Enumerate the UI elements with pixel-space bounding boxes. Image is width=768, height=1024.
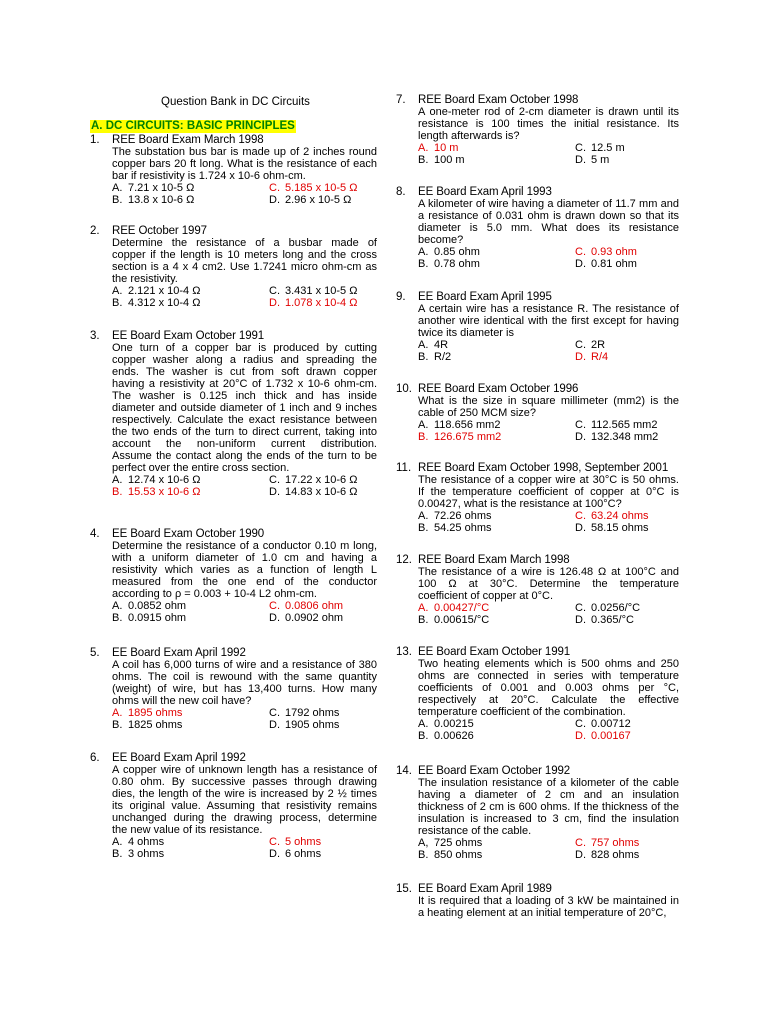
question-source: REE Board Exam March 1998 — [418, 554, 570, 566]
question-text-line: its original value. Assuming that resistivity remains — [112, 800, 377, 812]
answer-option — [418, 154, 465, 166]
answer-option — [112, 612, 186, 624]
option-letter: D. — [575, 258, 586, 270]
option-text: R/4 — [591, 351, 609, 363]
option-letter: C. — [269, 836, 280, 848]
option-text: 72.26 ohms — [434, 510, 492, 522]
option-letter: A. — [112, 600, 123, 612]
option-letter: A. — [112, 836, 123, 848]
answer-option — [269, 194, 351, 206]
question-text-line: cable of 250 MCM size? — [418, 407, 536, 419]
question-text-line: become? — [418, 234, 464, 246]
option-letter: D. — [575, 154, 586, 166]
option-text: 1825 ohms — [128, 719, 183, 731]
question-text-line: copper washer along a radius and spreading the — [112, 354, 377, 366]
option-text: 4R — [434, 339, 449, 351]
question-text-line: length afterwards is? — [418, 130, 520, 142]
answer-option — [575, 351, 608, 363]
question-source: EE Board Exam April 1993 — [418, 186, 552, 198]
answer-option — [418, 419, 500, 431]
answer-option — [112, 836, 164, 848]
option-letter: B. — [112, 297, 123, 309]
question-text-line: unchanged during the drawing process, determine — [112, 812, 377, 824]
option-letter: D. — [269, 612, 280, 624]
answer-option — [418, 614, 489, 626]
option-letter: D. — [269, 848, 280, 860]
answer-option — [269, 474, 357, 486]
option-text: 0.85 ohm — [434, 246, 480, 258]
question-text-line: another wire identical with the first except for having — [418, 315, 679, 327]
answer-option — [418, 142, 458, 154]
option-text: 1895 ohms — [128, 707, 183, 719]
option-text: 0.00626 — [434, 730, 474, 742]
answer-option — [112, 285, 200, 297]
question-text-line: The resistance of a copper wire at 30°C is 50 ohms. — [418, 474, 679, 486]
option-text: 0.00427/°C — [434, 602, 490, 614]
question-number: 7. — [396, 94, 406, 106]
option-text: 118.656 mm2 — [434, 419, 501, 431]
answer-option — [269, 836, 321, 848]
option-text: 2.121 x 10-4 Ω — [128, 285, 201, 297]
option-letter: D. — [269, 719, 280, 731]
option-text: 3 ohms — [128, 848, 165, 860]
answer-option — [575, 718, 631, 730]
answer-option — [418, 246, 480, 258]
question-text-line: A kilometer of wire having a diameter of 11.7 mm and — [418, 198, 679, 210]
answer-option — [112, 474, 200, 486]
question-text-line: 100 Ω at 30°C. Determine the temperature — [418, 578, 679, 590]
option-text: 1792 ohms — [285, 707, 340, 719]
option-letter: C. — [575, 246, 586, 258]
answer-option — [112, 182, 194, 194]
question-text-line: A coil has 6,000 turns of wire and a resistance of 380 — [112, 659, 377, 671]
document-title: Question Bank in DC Circuits — [161, 96, 310, 108]
option-letter: D. — [269, 194, 280, 206]
option-text: 63.24 ohms — [591, 510, 649, 522]
option-text: 17.22 x 10-6 Ω — [285, 474, 358, 486]
question-text-line: (weight) of wire, but has 13,400 turns. How many — [112, 683, 377, 695]
answer-option — [575, 154, 609, 166]
option-text: 5 m — [591, 154, 610, 166]
answer-option — [112, 194, 194, 206]
option-letter: C. — [575, 510, 586, 522]
option-text: 757 ohms — [591, 837, 640, 849]
answer-option — [269, 719, 339, 731]
option-text: 6 ohms — [285, 848, 322, 860]
question-text-line: It is required that a loading of 3 kW be maintained in — [418, 895, 679, 907]
option-text: 5 ohms — [285, 836, 322, 848]
option-letter: C. — [575, 837, 586, 849]
option-text: 100 m — [434, 154, 465, 166]
answer-option — [112, 848, 164, 860]
question-number: 5. — [90, 647, 100, 659]
question-text-line: The washer is 0.125 inch thick and has inside — [112, 390, 377, 402]
question-text-line: the two ends of the turn to direct current, taking into — [112, 426, 377, 438]
question-source: EE Board Exam October 1992 — [418, 765, 571, 777]
option-letter: D. — [575, 614, 586, 626]
question-source: REE Board Exam October 1996 — [418, 383, 579, 395]
option-text: 0.00215 — [434, 718, 474, 730]
question-text-line: dies, the length of the wire is increased by 2 ½ times — [112, 788, 377, 800]
answer-option — [269, 297, 357, 309]
answer-option — [112, 707, 182, 719]
question-text-line: A one-meter rod of 2-cm diameter is drawn until its — [418, 106, 679, 118]
option-text: 0.00167 — [591, 730, 631, 742]
option-text: 725 ohms — [434, 837, 483, 849]
option-letter: B. — [112, 486, 123, 498]
question-source: EE Board Exam April 1989 — [418, 883, 552, 895]
answer-option — [575, 142, 625, 154]
option-letter: A. — [112, 285, 123, 297]
option-text: 15.53 x 10-6 Ω — [128, 486, 201, 498]
question-text-line: A copper wire of unknown length has a resistance of — [112, 764, 377, 776]
answer-option — [418, 837, 482, 849]
option-letter: B. — [418, 849, 429, 861]
question-text-line: copper if the length is 10 meters long and the cross — [112, 249, 377, 261]
option-letter: A. — [112, 182, 123, 194]
question-text-line: resistance is 100 times the initial resistance. Its — [418, 118, 679, 130]
question-text-line: The resistance of a wire is 126.48 Ω at 100°C and — [418, 566, 679, 578]
answer-option — [112, 297, 200, 309]
question-number: 13. — [396, 646, 412, 658]
option-letter: B. — [112, 612, 123, 624]
option-text: 0.93 ohm — [591, 246, 637, 258]
answer-option — [418, 718, 474, 730]
question-text-line: account the non-uniform current distribution. — [112, 438, 377, 450]
question-text-line: 0.80 ohm. By successive passes through drawing — [112, 776, 377, 788]
option-letter: B. — [418, 351, 429, 363]
question-text-line: perfect over the entire cross section. — [112, 462, 290, 474]
option-letter: C. — [575, 419, 586, 431]
option-letter: C. — [269, 600, 280, 612]
question-text-line: A certain wire has a resistance R. The resistance of — [418, 303, 679, 315]
answer-option — [575, 258, 637, 270]
question-source: EE Board Exam April 1995 — [418, 291, 552, 303]
option-letter: A. — [418, 142, 429, 154]
option-text: 1905 ohms — [285, 719, 340, 731]
question-source: REE Board Exam October 1998 — [418, 94, 579, 106]
question-text-line: resistance of the cable. — [418, 825, 532, 837]
question-text-line: twice its diameter is — [418, 327, 514, 339]
option-text: 4 ohms — [128, 836, 165, 848]
question-text-line: The substation bus bar is made up of 2 inches round — [112, 146, 377, 158]
question-number: 8. — [396, 186, 406, 198]
question-text-line: a heating element at an initial temperature of 20°C, — [418, 907, 667, 919]
answer-option — [575, 339, 605, 351]
option-text: 1.078 x 10-4 Ω — [285, 297, 358, 309]
question-source: REE October 1997 — [112, 225, 207, 237]
answer-option — [418, 522, 491, 534]
answer-option — [418, 258, 480, 270]
option-text: 828 ohms — [591, 849, 640, 861]
option-letter: A. — [418, 510, 429, 522]
option-text: 54.25 ohms — [434, 522, 492, 534]
question-text-line: insulation is increased to 3 cm, find the insulation — [418, 813, 679, 825]
option-text: 13.8 x 10-6 Ω — [128, 194, 195, 206]
option-letter: B. — [418, 614, 429, 626]
option-text: 132.348 mm2 — [591, 431, 659, 443]
option-text: R/2 — [434, 351, 452, 363]
option-letter: C. — [575, 602, 586, 614]
answer-option — [575, 510, 648, 522]
option-text: 5.185 x 10-5 Ω — [285, 182, 358, 194]
question-number: 15. — [396, 883, 412, 895]
option-letter: C. — [269, 182, 280, 194]
option-text: 58.15 ohms — [591, 522, 649, 534]
answer-option — [269, 612, 343, 624]
question-text-line: the resistivity. — [112, 273, 178, 285]
option-letter: C. — [269, 474, 280, 486]
question-source: REE Board Exam October 1998, September 2001 — [418, 462, 669, 474]
answer-option — [269, 285, 357, 297]
option-text: 10 m — [434, 142, 459, 154]
option-text: 3.431 x 10-5 Ω — [285, 285, 358, 297]
option-letter: D. — [269, 297, 280, 309]
option-text: 2R — [591, 339, 606, 351]
question-number: 14. — [396, 765, 412, 777]
question-source: EE Board Exam October 1991 — [112, 330, 265, 342]
question-text-line: measured from the one end of the conductor — [112, 576, 377, 588]
option-text: 112.565 mm2 — [591, 419, 658, 431]
option-text: 7.21 x 10-5 Ω — [128, 182, 195, 194]
option-text: 126.675 mm2 — [434, 431, 502, 443]
question-text-line: Assume the contact along the ends of the turn to be — [112, 450, 377, 462]
question-text-line: according to ρ = 0.003 + 10-4 L2 ohm-cm. — [112, 588, 317, 600]
question-text-line: having a diameter of 2 cm and an insulation — [418, 789, 679, 801]
option-text: 12.74 x 10-6 Ω — [128, 474, 201, 486]
option-letter: A. — [112, 707, 123, 719]
question-text-line: the new value of its resistance. — [112, 824, 263, 836]
question-number: 9. — [396, 291, 406, 303]
answer-option — [575, 849, 639, 861]
question-number: 12. — [396, 554, 412, 566]
option-letter: C. — [269, 285, 280, 297]
option-letter: A, — [418, 837, 429, 849]
question-source: EE Board Exam October 1991 — [418, 646, 571, 658]
option-letter: C. — [575, 142, 586, 154]
answer-option — [418, 849, 482, 861]
question-text-line: section is a 4 x 4 cm2. Use 1.7241 micro ohm-cm as — [112, 261, 377, 273]
option-text: 0.365/°C — [591, 614, 634, 626]
question-source: REE Board Exam March 1998 — [112, 134, 264, 146]
question-text-line: bar if resistivity is 1.724 x 10-6 ohm-cm. — [112, 170, 306, 182]
option-letter: B. — [112, 719, 123, 731]
question-text-line: Two heating elements which is 500 ohms and 250 — [418, 658, 679, 670]
answer-option — [269, 486, 357, 498]
question-text-line: Determine the resistance of a busbar made of — [112, 237, 377, 249]
question-text-line: having a resistivity at 20°C of 1.732 x 10-6 ohm-cm. — [112, 378, 377, 390]
option-text: 12.5 m — [591, 142, 625, 154]
option-letter: A. — [112, 474, 123, 486]
option-letter: B. — [418, 258, 429, 270]
answer-option — [575, 614, 634, 626]
answer-option — [418, 339, 448, 351]
answer-option — [575, 246, 637, 258]
question-text-line: temperature coefficient of the combination. — [418, 706, 626, 718]
option-letter: D. — [575, 730, 586, 742]
question-source: EE Board Exam October 1990 — [112, 528, 265, 540]
option-text: 14.83 x 10-6 Ω — [285, 486, 358, 498]
option-letter: B. — [418, 431, 429, 443]
answer-option — [112, 600, 186, 612]
answer-option — [575, 837, 639, 849]
question-text-line: respectively at 20°C. Calculate the effective — [418, 694, 679, 706]
option-text: 4.312 x 10-4 Ω — [128, 297, 201, 309]
question-number: 11. — [396, 462, 412, 474]
question-text-line: diameter is 5.0 mm. What does its resistance — [418, 222, 679, 234]
option-letter: B. — [418, 730, 429, 742]
question-number: 3. — [90, 330, 100, 342]
question-number: 10. — [396, 383, 412, 395]
option-letter: D. — [575, 351, 586, 363]
option-letter: A. — [418, 602, 429, 614]
question-text-line: What is the size in square millimeter (mm2) is the — [418, 395, 679, 407]
answer-option — [418, 602, 489, 614]
option-letter: A. — [418, 718, 429, 730]
question-text-line: Determine the resistance of a conductor 0.10 m long, — [112, 540, 377, 552]
answer-option — [575, 431, 658, 443]
question-text-line: a resistance of 0.031 ohm is drawn down so that its — [418, 210, 679, 222]
option-letter: A. — [418, 339, 429, 351]
option-text: 0.0852 ohm — [128, 600, 187, 612]
option-letter: C. — [269, 707, 280, 719]
option-text: 0.81 ohm — [591, 258, 637, 270]
answer-option — [112, 719, 182, 731]
question-text-line: 0.00427, what is the resistance at 100°C? — [418, 498, 622, 510]
question-text-line: If the temperature coefficient of copper at 0°C is — [418, 486, 679, 498]
option-text: 0.0256/°C — [591, 602, 641, 614]
option-text: 850 ohms — [434, 849, 483, 861]
option-text: 2.96 x 10-5 Ω — [285, 194, 352, 206]
option-letter: A. — [418, 419, 429, 431]
question-text-line: ends. The washer is cut from soft drawn copper — [112, 366, 377, 378]
question-text-line: with a uniform diameter of 1.0 cm and having a — [112, 552, 377, 564]
option-letter: B. — [418, 154, 429, 166]
question-source: EE Board Exam April 1992 — [112, 647, 246, 659]
question-text-line: coefficients of 0.001 and 0.003 ohms per °C, — [418, 682, 679, 694]
question-text-line: thickness of 2 cm is 600 ohms. If the thickness of the — [418, 801, 679, 813]
question-text-line: diameter and outside diameter of 1 inch and 9 inches — [112, 402, 377, 414]
answer-option — [575, 730, 631, 742]
answer-option — [575, 522, 648, 534]
option-text: 0.0806 ohm — [285, 600, 344, 612]
option-letter: D. — [269, 486, 280, 498]
answer-option — [575, 602, 640, 614]
question-text-line: ohms. The coil is rewound with the same quantity — [112, 671, 377, 683]
question-text-line: respectively. Calculate the exact resistance between — [112, 414, 377, 426]
option-letter: D. — [575, 431, 586, 443]
option-letter: C. — [575, 339, 586, 351]
answer-option — [418, 431, 501, 443]
question-text-line: ohms are connected in series with temperature — [418, 670, 679, 682]
question-text-line: copper bars 20 ft long. What is the resistance of each — [112, 158, 377, 170]
answer-option — [418, 730, 474, 742]
answer-option — [269, 707, 339, 719]
option-letter: B. — [112, 194, 123, 206]
section-heading: A. DC CIRCUITS: BASIC PRINCIPLES — [91, 120, 295, 132]
question-text-line: The insulation resistance of a kilometer of the cable — [418, 777, 679, 789]
question-text-line: ohms will the new coil have? — [112, 695, 252, 707]
option-text: 0.00615/°C — [434, 614, 490, 626]
option-text: 0.0915 ohm — [128, 612, 187, 624]
option-letter: C. — [575, 718, 586, 730]
option-text: 0.0902 ohm — [285, 612, 344, 624]
option-text: 0.78 ohm — [434, 258, 480, 270]
answer-option — [418, 510, 491, 522]
option-letter: D. — [575, 849, 586, 861]
option-text: 0.00712 — [591, 718, 631, 730]
question-text-line: resistivity which varies as a function of length L — [112, 564, 377, 576]
answer-option — [269, 182, 357, 194]
question-number: 6. — [90, 752, 100, 764]
option-letter: B. — [112, 848, 123, 860]
question-source: EE Board Exam April 1992 — [112, 752, 246, 764]
option-letter: A. — [418, 246, 429, 258]
question-number: 4. — [90, 528, 100, 540]
answer-option — [418, 351, 451, 363]
option-letter: D. — [575, 522, 586, 534]
answer-option — [575, 419, 657, 431]
answer-option — [112, 486, 200, 498]
question-text-line: One turn of a copper bar is produced by cutting — [112, 342, 377, 354]
answer-option — [269, 600, 343, 612]
question-number: 2. — [90, 225, 100, 237]
answer-option — [269, 848, 321, 860]
question-text-line: coefficient of copper at 0°C. — [418, 590, 554, 602]
option-letter: B. — [418, 522, 429, 534]
question-number: 1. — [90, 134, 100, 146]
